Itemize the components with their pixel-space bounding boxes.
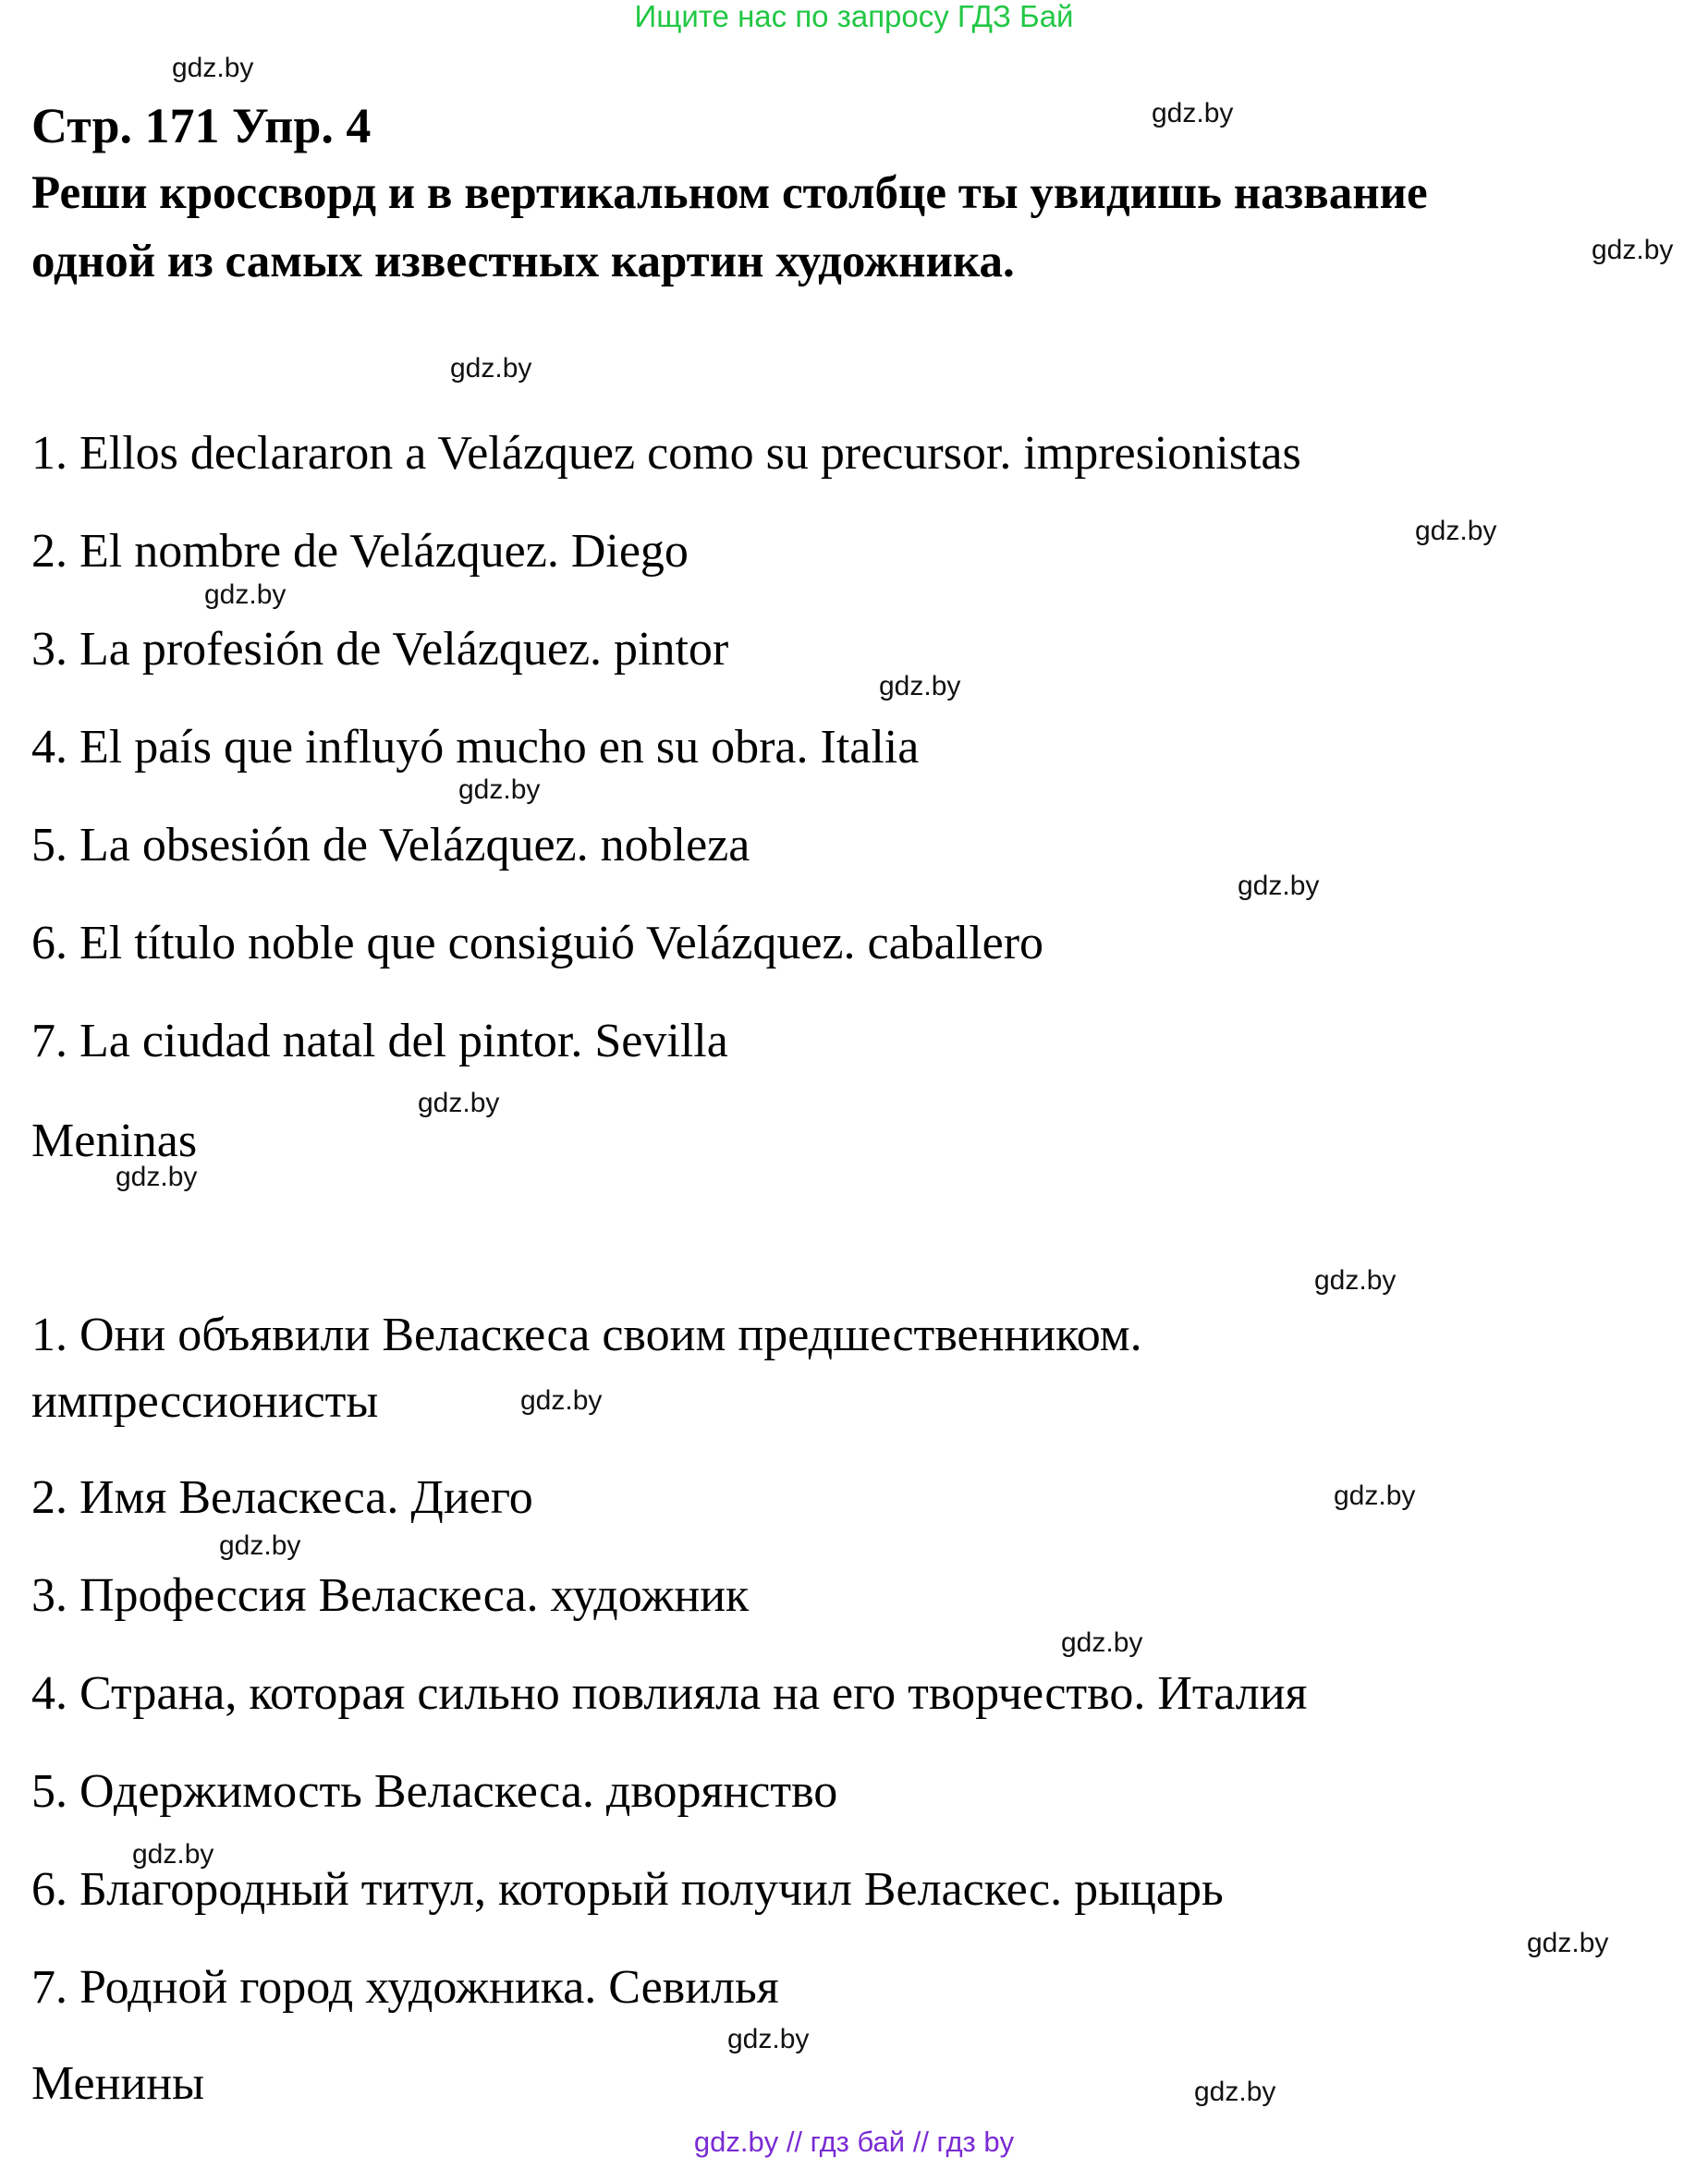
watermark: gdz.by	[1334, 1481, 1416, 1511]
watermark: gdz.by	[879, 671, 961, 701]
page-title: Стр. 171 Упр. 4	[31, 98, 372, 153]
watermark: gdz.by	[1314, 1265, 1397, 1296]
watermark: gdz.by	[450, 353, 532, 384]
watermark: gdz.by	[172, 53, 254, 83]
footer-links[interactable]: gdz.by // гдз бай // гдз by	[693, 2126, 1015, 2158]
watermark: gdz.by	[1415, 516, 1497, 546]
spanish-item-2: 2. El nombre de Velázquez. Diego	[31, 525, 689, 578]
russian-answer: Менины	[31, 2057, 205, 2110]
spanish-answer: Meninas	[31, 1115, 198, 1167]
watermark: gdz.by	[458, 774, 541, 805]
spanish-item-3: 3. La profesión de Velázquez. pintor	[31, 623, 729, 676]
top-banner[interactable]: Ищите нас по запросу ГДЗ Бай	[634, 0, 1074, 33]
task-line: Реши кроссворд и в вертикальном столбце ты увидишь название	[31, 167, 1428, 219]
spanish-item-1: 1. Ellos declararon a Velázquez como su precursor. impresionistas	[31, 427, 1301, 480]
watermark: gdz.by	[132, 1839, 214, 1870]
watermark: gdz.by	[727, 2024, 810, 2054]
watermark: gdz.by	[116, 1162, 198, 1192]
task-text	[31, 159, 1677, 296]
spanish-item-4: 4. El país que influyó mucho en su obra. Italia	[31, 721, 920, 774]
watermark: gdz.by	[219, 1530, 301, 1561]
watermark: gdz.by	[1592, 235, 1674, 265]
watermark: gdz.by	[1061, 1627, 1143, 1658]
russian-item-2: 2. Имя Веласкеса. Диего	[31, 1471, 533, 1524]
russian-item-1-answer: импрессионисты	[31, 1375, 379, 1428]
watermark: gdz.by	[520, 1385, 603, 1416]
russian-item-3: 3. Профессия Веласкеса. художник	[31, 1569, 750, 1622]
watermark: gdz.by	[1152, 98, 1234, 128]
spanish-item-7: 7. La ciudad natal del pintor. Sevilla	[31, 1015, 728, 1067]
watermark: gdz.by	[1194, 2077, 1276, 2107]
watermark: gdz.by	[204, 579, 287, 610]
spanish-item-6: 6. El título noble que consiguió Velázquez. caballero	[31, 917, 1044, 969]
russian-item-1: 1. Они объявили Веласкеса своим предшественником.	[31, 1309, 1142, 1361]
watermark: gdz.by	[1527, 1928, 1609, 1958]
watermark: gdz.by	[418, 1088, 500, 1118]
russian-item-5: 5. Одержимость Веласкеса. дворянство	[31, 1765, 838, 1818]
watermark: gdz.by	[1238, 871, 1320, 901]
russian-item-4: 4. Страна, которая сильно повлияла на его творчество. Италия	[31, 1667, 1308, 1720]
russian-item-6: 6. Благородный титул, который получил Веласкес. рыцарь	[31, 1863, 1224, 1916]
russian-item-7: 7. Родной город художника. Севилья	[31, 1961, 779, 2014]
task-line: одной из самых известных картин художника.	[31, 236, 1015, 287]
spanish-item-5: 5. La obsesión de Velázquez. nobleza	[31, 819, 750, 871]
